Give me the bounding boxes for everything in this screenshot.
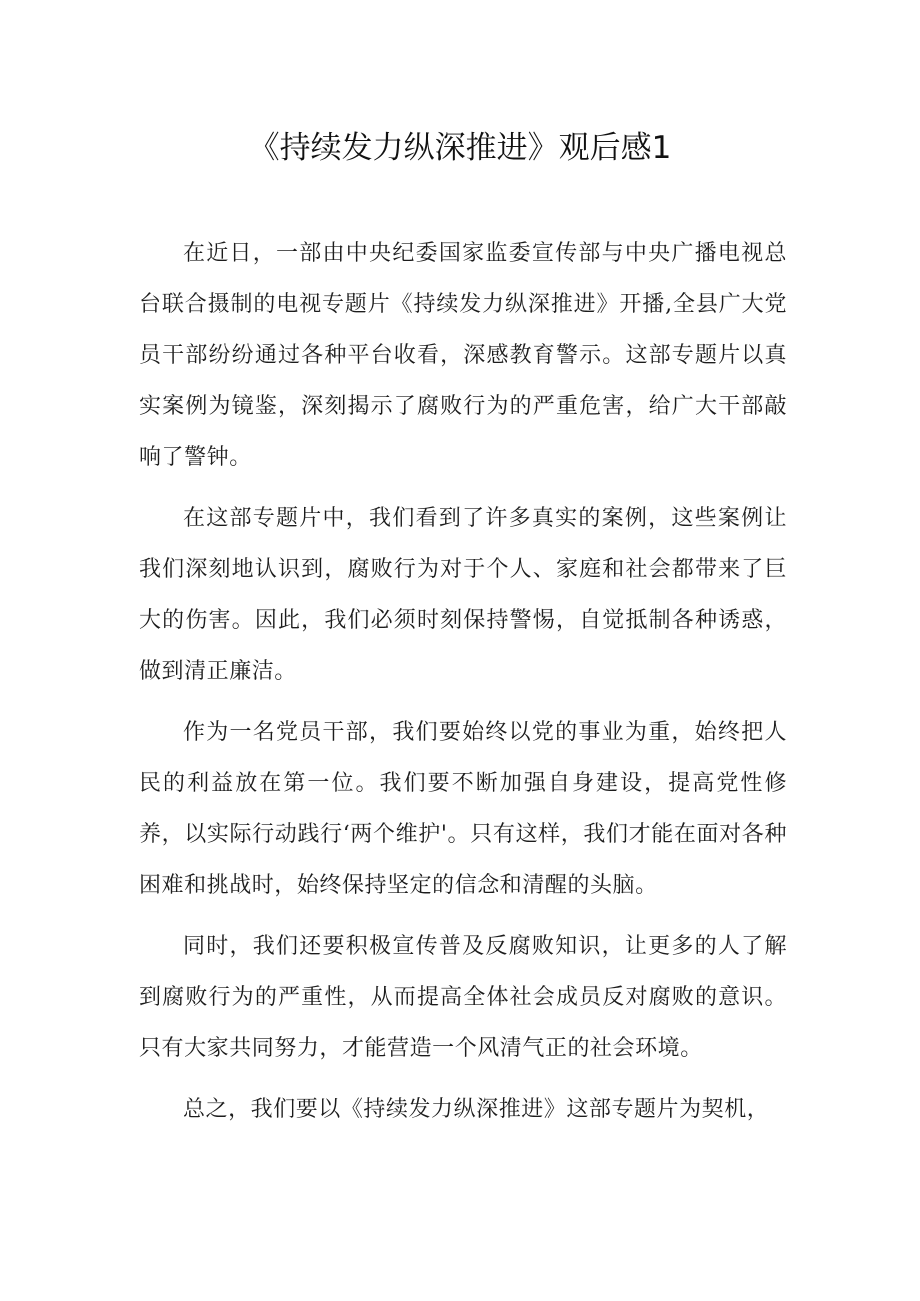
paragraph-5: 总之，我们要以《持续发力纵深推进》这部专题片为契机，: [183, 1097, 770, 1122]
paragraph-1: 在近日，一部由中央纪委国家监委宣传部与中央广播电视总台联合摄制的电视专题片《持续发力纵深推进》开播,全县广大党员干部纷纷通过各种平台收看，深感教育警示。这部专题片以真实案例为镜鉴，深刻揭示了腐败行为的严重危害，给广大干部敲响了警钟。: [139, 241, 787, 470]
paragraph-2: 在这部专题片中，我们看到了许多真实的案例，这些案例让我们深刻地认识到，腐败行为对于个人、家庭和社会都带来了巨大的伤害。因此，我们必须时刻保持警惕，自觉抵制各种诱惑，做到清正廉洁。: [139, 506, 787, 684]
document-body: [139, 228, 787, 1145]
paragraph-4: 同时，我们还要积极宣传普及反腐败知识，让更多的人了解到腐败行为的严重性，从而提高全体社会成员反对腐败的意识。只有大家共同努力，才能营造一个风清气正的社会环境。: [139, 934, 787, 1061]
paragraph-3: 作为一名党员干部，我们要始终以党的事业为重，始终把人民的利益放在第一位。我们要不断加强自身建设，提高党性修养，以实际行动践行‘两个维护'。只有这样，我们才能在面对各种困难和挑战时，始终保持坚定的信念和清醒的头脑。: [139, 720, 787, 898]
document-title: 《持续发力纵深推进》观后感1: [248, 130, 672, 166]
